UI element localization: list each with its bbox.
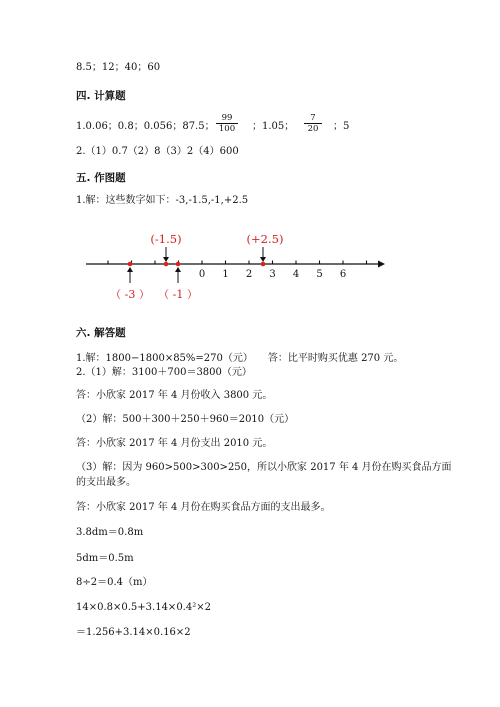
draw-answer-1: 1.解：这些数字如下：-3,-1.5,-1,+2.5	[76, 195, 249, 206]
fraction-99-100	[216, 113, 238, 134]
section-heading-4: 四. 计算题	[76, 90, 126, 102]
point-pos2-5	[261, 262, 266, 267]
point-neg1	[176, 262, 181, 267]
fraction-denominator: 100	[218, 124, 236, 134]
solution-line-13: ＝1.256+3.14×0.16×2	[76, 627, 191, 638]
label-neg1: （ -1 ）	[158, 288, 198, 301]
tick-label: 0	[198, 269, 206, 280]
solution-line-5: 答：小欣家 2017 年 4 月份支出 2010 元。	[76, 438, 273, 449]
solution-line-3: 答：小欣家 2017 年 4 月份收入 3800 元。	[76, 390, 273, 401]
fraction-7-20	[304, 113, 322, 134]
solution-line-1: 1.解：1800−1800×85%=270（元） 答：比平时购买优惠 270 元。	[76, 353, 404, 364]
calc-answer-1-end: ；5	[333, 121, 350, 132]
label-pos2-5: (+2.5)	[246, 232, 284, 246]
tick-label: 2	[245, 269, 253, 280]
calc-answer-1-mid: ；1.05；	[252, 121, 295, 132]
fraction-numerator: 7	[310, 113, 316, 123]
label-neg3: （ -3 ）	[110, 288, 150, 301]
axis-arrow-head	[378, 261, 385, 268]
answer-line-8-5: 8.5；12；40；60	[76, 62, 161, 73]
tick-label: 5	[316, 269, 323, 280]
label-neg1-5: (-1.5)	[150, 232, 182, 246]
solution-line-6: （3）解：因为 960>500>300>250，所以小欣家 2017 年 4 月份在购买食品方面	[76, 462, 452, 473]
point-neg3	[128, 262, 133, 267]
solution-line-7: 的支出最多。	[76, 477, 136, 488]
arrowhead-up-neg1	[175, 267, 181, 272]
number-line-figure	[80, 226, 390, 306]
calc-answer-1-start: 1.0.06；0.8；0.056；87.5；	[76, 121, 215, 132]
section-heading-5: 五. 作图题	[76, 172, 126, 184]
solution-line-12: 14×0.8×0.5+3.14×0.4²×2	[76, 602, 211, 613]
tick-label: 3	[269, 269, 276, 280]
solution-line-10: 5dm＝0.5m	[76, 553, 134, 564]
tick-label: 4	[292, 269, 300, 280]
tick-label: 6	[339, 269, 347, 280]
arrowhead-down-pos2-5	[260, 257, 266, 262]
calc-answer-2: 2.（1）0.7（2）8（3）2（4）600	[76, 146, 239, 157]
fraction-numerator: 99	[221, 113, 233, 123]
point-neg1-5	[164, 262, 169, 267]
solution-line-2: 2.（1）解：3100＋700＝3800（元）	[76, 367, 252, 378]
solution-line-9: 3.8dm＝0.8m	[76, 527, 144, 538]
tick-labels	[199, 269, 346, 280]
fraction-denominator: 20	[307, 124, 319, 134]
solution-line-11: 8÷2＝0.4（m）	[76, 577, 153, 588]
arrowhead-down-neg1-5	[163, 257, 169, 262]
solution-line-4: （2）解：500＋300＋250＋960＝2010（元）	[76, 414, 295, 425]
solution-line-8: 答：小欣家 2017 年 4 月份在购买食品方面的支出最多。	[76, 502, 331, 513]
tick-label: 1	[222, 269, 229, 280]
arrowhead-up-neg3	[127, 267, 133, 272]
section-heading-6: 六. 解答题	[76, 327, 126, 339]
